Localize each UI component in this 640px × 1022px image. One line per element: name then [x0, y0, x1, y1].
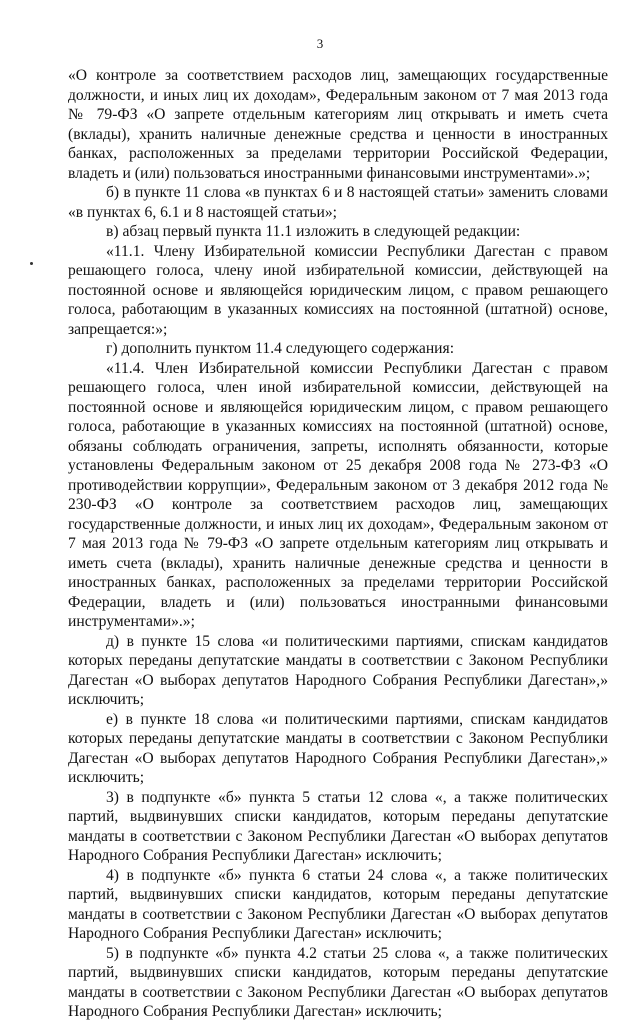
- page-number: 3: [316, 36, 324, 51]
- paragraph-item-3: 3) в подпункте «б» пункта 5 статьи 12 слова «, а также политических партий, выдвинувших списки кандидатов, которым переданы депутатские мандаты в соответствии с Законом Республики Дагестан «О выборах депутатов Народного Собрания Республики Дагестан» исключить;: [68, 788, 608, 864]
- paragraph-item-d: д) в пункте 15 слова «и политическими партиями, спискам кандидатов которых переданы депутатские мандаты в соответствии с Законом Республики Дагестан «О выборах депутатов Народного Собрания Республики Дагестан»,» исключить;: [68, 632, 608, 708]
- paragraph-item-5: 5) в подпункте «б» пункта 4.2 статьи 25 слова «, а также политических партий, выдвинувших списки кандидатов, которым переданы депутатские мандаты в соответствии с Законом Республики Дагестан «О выборах депутатов Народного Собрания Республики Дагестан» исключить;: [68, 944, 608, 1020]
- margin-mark: [30, 262, 33, 265]
- paragraph-item-v: в) абзац первый пункта 11.1 изложить в следующей редакции:: [106, 223, 521, 240]
- paragraph-clause-11-4: «11.4. Член Избирательной комиссии Республики Дагестан с правом решающего голоса, член иной избирательной комиссии, действующей на постоянной основе и являющейся юридическим лицом, с правом решающего голоса, работающие в указанных комиссиях на постоянной (штатной) основе, обязаны соблюдать ограничения, запреты, исполнять обязанности, которые установлены Федеральным законом от 25 декабря 2008 года № 273-ФЗ «О противодействии коррупции», Федеральным законом от 3 декабря 2012 года № 230-ФЗ «О контроле за соответствием расходов лиц, замещающих государственные должности, и иных лиц их доходам», Федеральным законом от 7 мая 2013 года № 79-ФЗ «О запрете отдельным категориям лиц открывать и иметь счета (вклады), хранить наличные денежные средства и ценности в иностранных банках, расположенных за пределами территории Российской Федерации, владеть и (или) пользоваться иностранными финансовыми инструментами».»;: [68, 359, 608, 630]
- paragraph-clause-11-1: «11.1. Члену Избирательной комиссии Республики Дагестан с правом решающего голоса, члену иной избирательной комиссии, действующей на постоянной основе и являющейся юридическим лицом, с правом решающего голоса, работающим в указанных комиссиях на постоянной (штатной) основе, запрещается:»;: [68, 242, 608, 338]
- paragraph-item-b: б) в пункте 11 слова «в пунктах 6 и 8 настоящей статьи» заменить словами «в пунктах 6, 6.1 и 8 настоящей статьи»;: [68, 184, 608, 221]
- paragraph-item-4: 4) в подпункте «б» пункта 6 статьи 24 слова «, а также политических партий, выдвинувших списки кандидатов, которым переданы депутатские мандаты в соответствии с Законом Республики Дагестан «О выборах депутатов Народного Собрания Республики Дагестан» исключить;: [68, 866, 608, 942]
- paragraph-item-e: е) в пункте 18 слова «и политическими партиями, спискам кандидатов которых переданы депутатские мандаты в соответствии с Законом Республики Дагестан «О выборах депутатов Народного Собрания Республики Дагестан»,» исключить;: [68, 710, 608, 786]
- paragraph-item-g: г) дополнить пунктом 11.4 следующего содержания:: [106, 340, 455, 357]
- paragraph-continuation: «О контроле за соответствием расходов лиц, замещающих государственные должности, и иных лиц их доходам», Федеральным законом от 7 мая 2013 года № 79-ФЗ «О запрете отдельным категориям лиц открывать и иметь счета (вклады), хранить наличные денежные средства и ценности в иностранных банках, расположенных за пределами территории Российской Федерации, владеть и (или) пользоваться иностранными финансовыми инструментами».»;: [68, 67, 608, 182]
- document-body: [68, 66, 608, 1022]
